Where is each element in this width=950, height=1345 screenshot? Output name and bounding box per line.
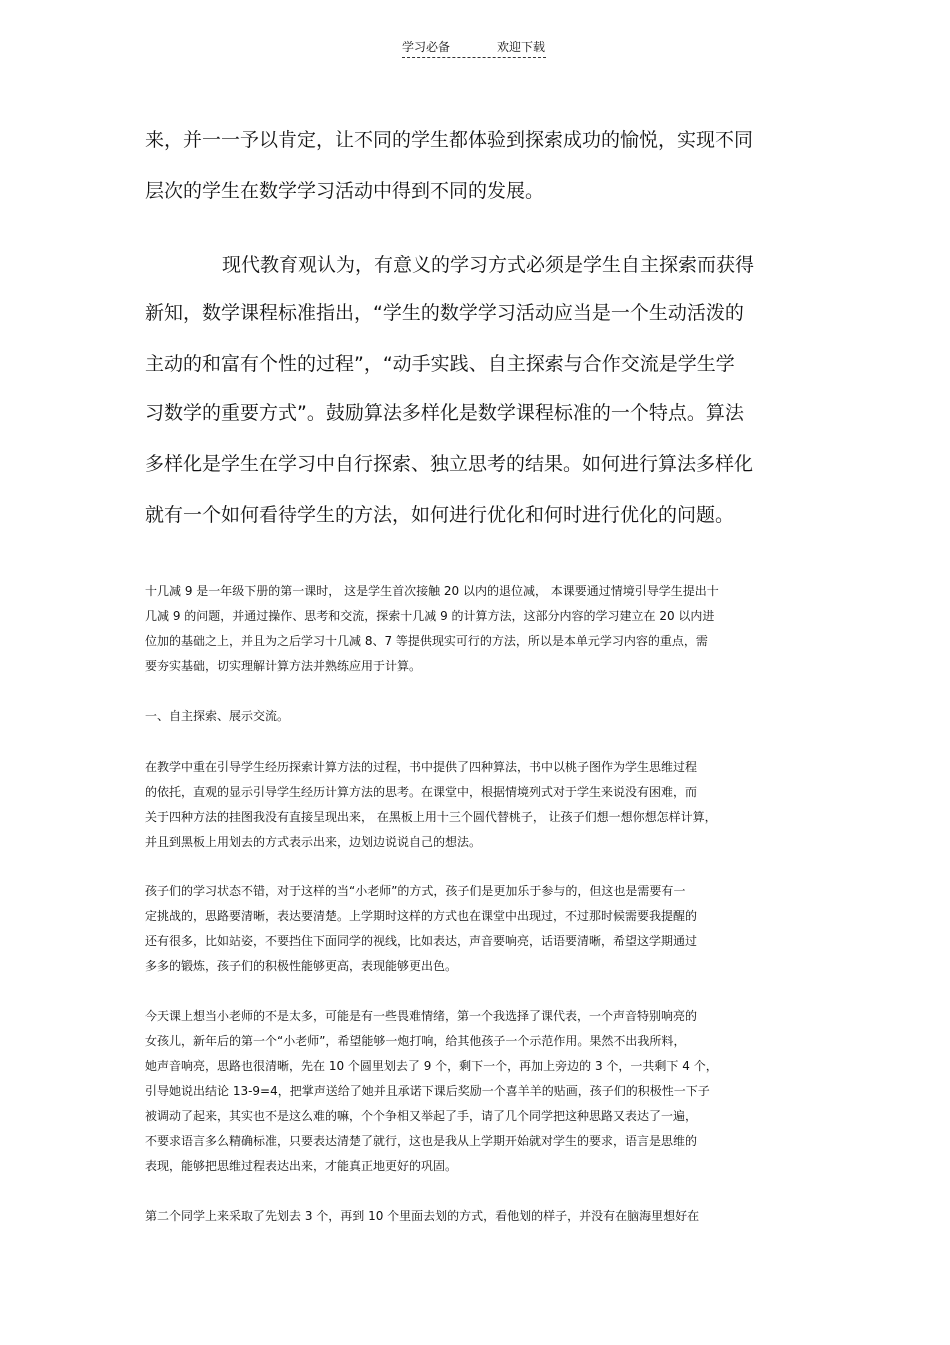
paragraph-line: 不要求语言多么精确标准，只要表达清楚了就行，这也是我从上学期开始就对学生的要求，语言是思维的 xyxy=(145,1134,698,1148)
paragraph-line: 要夯实基础，切实理解计算方法并熟练应用于计算。 xyxy=(145,659,422,673)
paragraph-line: 多样化是学生在学习中自行探索、独立思考的结果。如何进行算法多样化 xyxy=(145,453,754,475)
paragraph-line: 多多的锻炼，孩子们的积极性能够更高，表现能够更出色。 xyxy=(145,959,458,973)
paragraph-line: 习数学的重要方式”。鼓励算法多样化是数学课程标准的一个特点。算法 xyxy=(145,402,744,424)
paragraph-line: 新知，数学课程标准指出，“学生的数学学习活动应当是一个生动活泼的 xyxy=(145,302,744,324)
paragraph-line: 今天课上想当小老师的不是太多，可能是有一些畏难情绪，第一个我选择了课代表，一个声音特别响亮的 xyxy=(145,1009,698,1023)
paragraph-line: 关于四种方法的挂图我没有直接呈现出来， 在黑板上用十三个圆代替桃子， 让孩子们想一想你想怎样计算， xyxy=(145,810,717,824)
section-heading: 一、自主探索、展示交流。 xyxy=(145,709,290,723)
paragraph-line: 现代教育观认为，有意义的学习方式必须是学生自主探索而获得 xyxy=(222,254,755,276)
paragraph-line: 就有一个如何看待学生的方法，如何进行优化和何时进行优化的问题。 xyxy=(145,504,735,526)
header-left-text: 学习必备 xyxy=(402,40,451,54)
header-dashed-rule xyxy=(402,57,546,58)
paragraph-line: 表现，能够把思维过程表达出来，才能真正地更好的巩固。 xyxy=(145,1159,458,1173)
paragraph-line: 来，并一一予以肯定，让不同的学生都体验到探索成功的愉悦，实现不同 xyxy=(145,129,754,151)
paragraph-line: 女孩儿，新年后的第一个“小老师”，希望能够一炮打响，给其他孩子一个示范作用。果然不出我所料， xyxy=(145,1034,686,1048)
paragraph-line: 几减 9 的问题，并通过操作、思考和交流，探索十几减 9 的计算方法，这部分内容的学习建立在 20 以内进 xyxy=(145,609,715,623)
paragraph-line: 十几减 9 是一年级下册的第一课时， 这是学生首次接触 20 以内的退位减， 本课要通过情境引导学生提出十 xyxy=(145,584,719,598)
paragraph-line: 被调动了起来，其实也不是这么难的嘛，个个争相又举起了手，请了几个同学把这种思路又表达了一遍， xyxy=(145,1109,698,1123)
paragraph-line: 的依托，直观的显示引导学生经历计算方法的思考。在课堂中，根据情境列式对于学生来说没有困难，而 xyxy=(145,785,698,799)
paragraph-line: 孩子们的学习状态不错，对于这样的当“小老师”的方式，孩子们是更加乐于参与的，但这也是需要有一 xyxy=(145,884,686,898)
paragraph-line: 引导她说出结论 13-9=4，把掌声送给了她并且承诺下课后奖励一个喜羊羊的贴画，孩子们的积极性一下子 xyxy=(145,1084,710,1098)
paragraph-line: 在教学中重在引导学生经历探索计算方法的过程，书中提供了四种算法，书中以桃子图作为学生思维过程 xyxy=(145,760,698,774)
paragraph-line: 还有很多，比如站姿，不要挡住下面同学的视线，比如表达，声音要响亮，话语要清晰，希望这学期通过 xyxy=(145,934,698,948)
paragraph-line: 她声音响亮，思路也很清晰，先在 10 个圆里划去了 9 个，剩下一个，再加上旁边的 3 个，一共剩下 4 个， xyxy=(145,1059,718,1073)
paragraph-line: 主动的和富有个性的过程”，“动手实践、自主探索与合作交流是学生学 xyxy=(145,353,735,375)
paragraph-line: 第二个同学上来采取了先划去 3 个，再到 10 个里面去划的方式，看他划的样子，并没有在脑海里想好在 xyxy=(145,1209,700,1223)
header-right-text: 欢迎下载 xyxy=(497,40,546,54)
page-header xyxy=(0,38,950,60)
paragraph-line: 位加的基础之上，并且为之后学习十几减 8、7 等提供现实可行的方法，所以是本单元学习内容的重点，需 xyxy=(145,634,708,648)
paragraph-line: 定挑战的，思路要清晰，表达要清楚。上学期时这样的方式也在课堂中出现过，不过那时候需要我提醒的 xyxy=(145,909,698,923)
paragraph-line: 层次的学生在数学学习活动中得到不同的发展。 xyxy=(145,180,545,202)
paragraph-line: 并且到黑板上用划去的方式表示出来，边划边说说自己的想法。 xyxy=(145,835,482,849)
